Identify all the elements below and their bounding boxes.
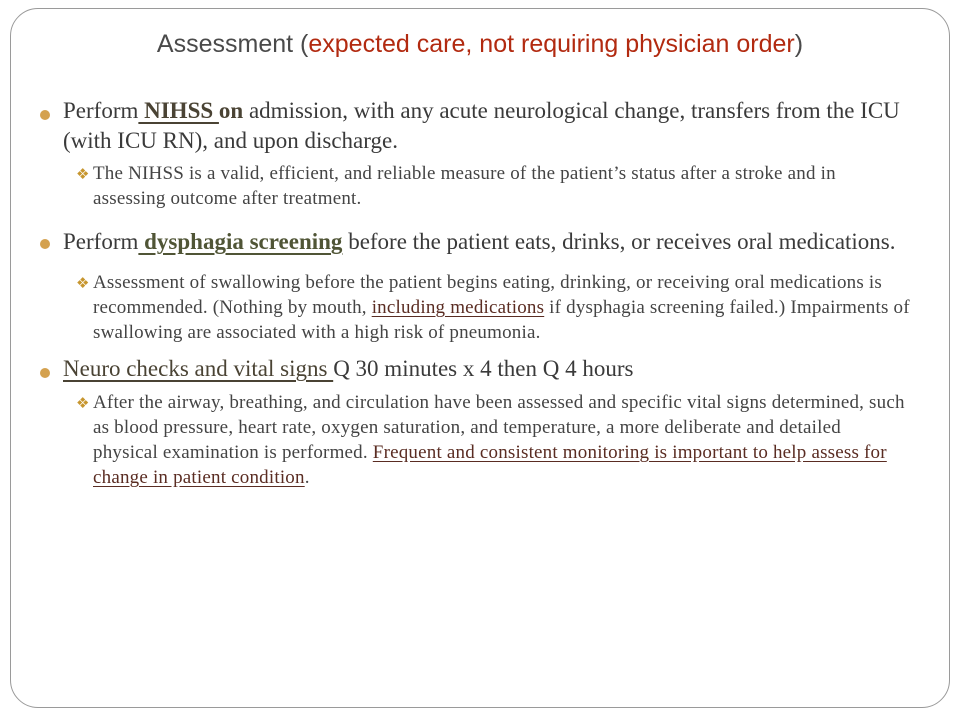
slide-title <box>0 30 960 59</box>
sub-bullet-dysphagia <box>40 270 910 345</box>
sub-bullet-text-post: . <box>304 467 310 488</box>
bullet-neuro-checks <box>40 354 910 384</box>
sub-bullet-underlined: Frequent and consistent monitoring is important to help assess for change in patient condition <box>93 442 887 488</box>
bullet-bold-tail: on <box>218 98 244 123</box>
bullet-text-pre: Perform <box>63 229 139 254</box>
diamond-bullet-icon: ❖ <box>76 394 90 412</box>
title-prefix: Assessment ( <box>156 30 309 58</box>
bullet-nihss <box>40 96 910 156</box>
sub-bullet-text: The NIHSS is a valid, efficient, and reliable measure of the patient’s status after a stroke and in assessing outcome after treatment. <box>93 163 836 209</box>
slide-content <box>40 96 910 490</box>
bullet-text-post: Q 30 minutes x 4 then Q 4 hours <box>333 356 634 381</box>
diamond-bullet-icon: ❖ <box>76 274 90 292</box>
bullet-dysphagia <box>40 223 910 260</box>
sub-bullet-text-post: if dysphagia screening failed.) Impairments of swallowing are associated with a high risk of pneumonia. <box>93 297 910 343</box>
diamond-bullet-icon: ❖ <box>76 165 90 183</box>
bullet-term-nihss: NIHSS <box>138 98 219 123</box>
bullet-dot-icon <box>40 239 50 249</box>
bullet-dot-icon <box>40 110 50 120</box>
sub-bullet-text-pre: Assessment of swallowing before the patient begins eating, drinking, or receiving oral medications is recommended. (Nothing by mouth, <box>93 272 882 318</box>
bullet-text-post: before the patient eats, drinks, or receives oral medications. <box>342 229 896 254</box>
sub-bullet-nihss <box>40 161 910 211</box>
sub-bullet-neuro-checks <box>40 390 910 490</box>
bullet-term-dysphagia: dysphagia screening <box>138 229 343 254</box>
title-suffix: ) <box>794 30 804 58</box>
title-accent: expected care, not requiring physician order <box>308 30 795 58</box>
bullet-text-post: admission, with any acute neurological change, transfers from the ICU (with ICU RN), and upon discharge. <box>63 98 900 153</box>
sub-bullet-underlined: including medications <box>371 297 545 318</box>
bullet-term-neuro-checks: Neuro checks and vital signs <box>63 356 334 381</box>
sub-bullet-text-pre: After the airway, breathing, and circulation have been assessed and specific vital signs determined, such as blood pressure, heart rate, oxygen saturation, and temperature, a more deliberate and detailed physical examination is performed. <box>93 392 905 463</box>
bullet-dot-icon <box>40 368 50 378</box>
bullet-text-pre: Perform <box>63 98 139 123</box>
